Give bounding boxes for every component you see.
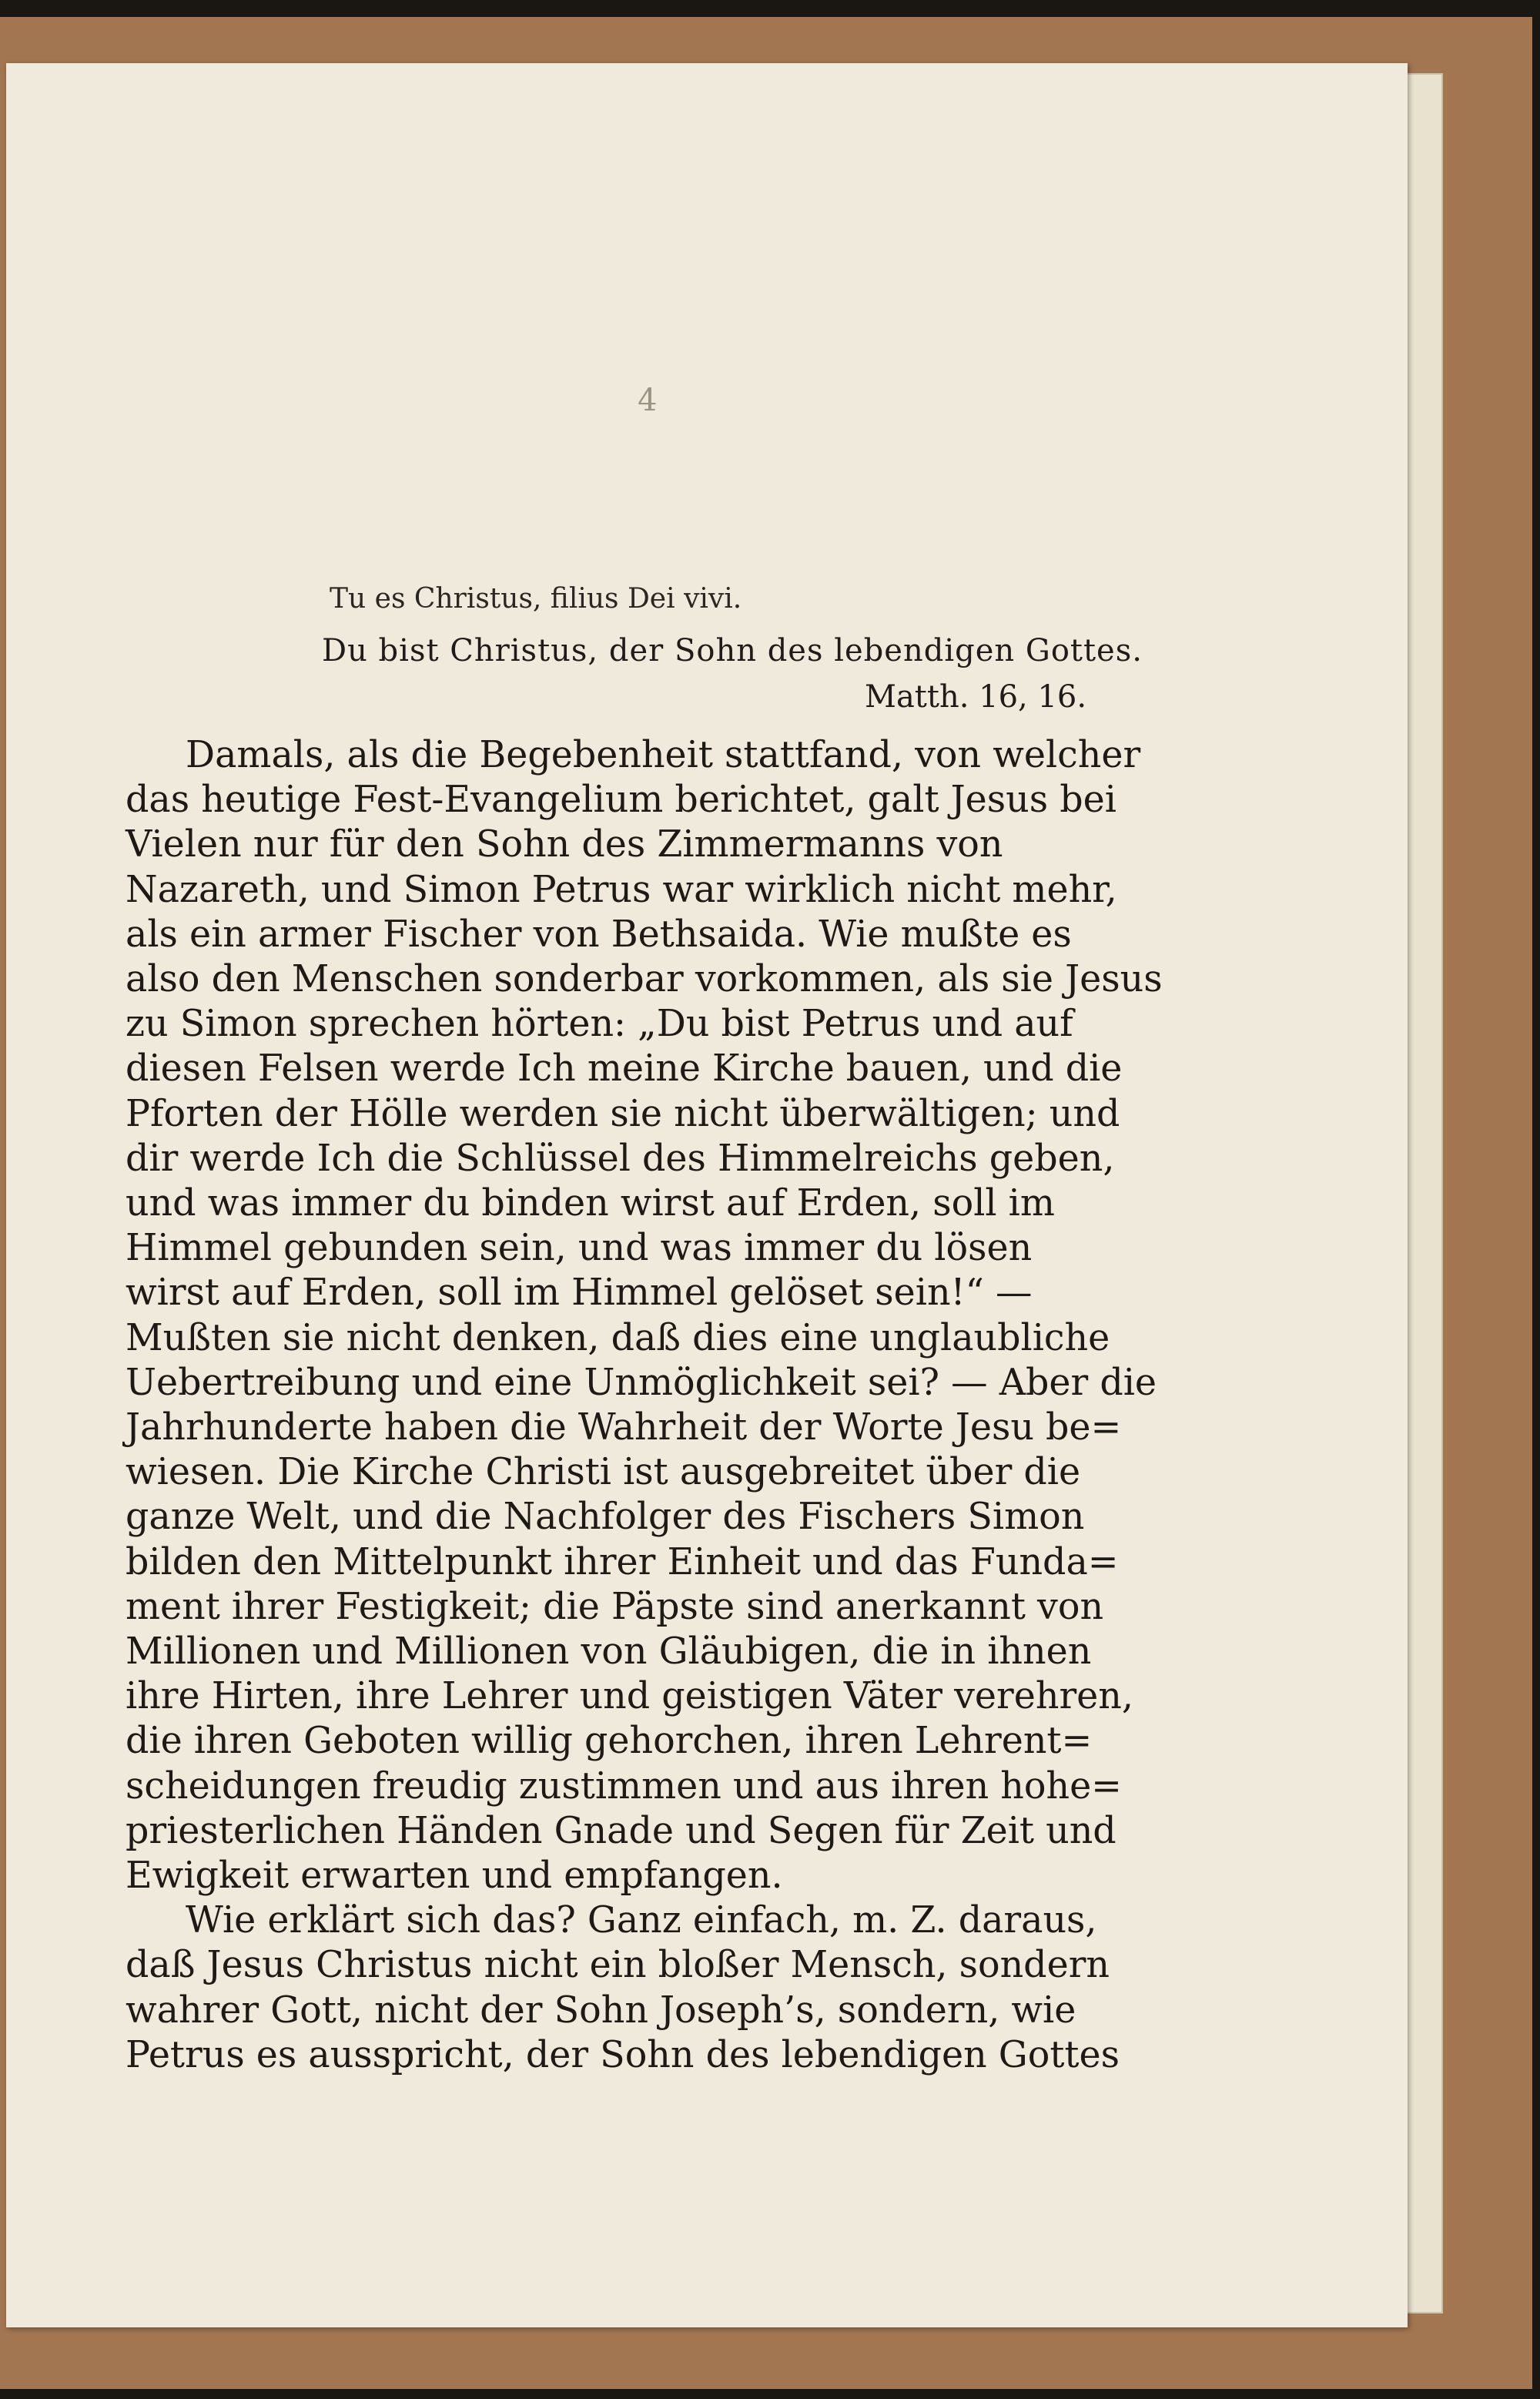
text-line: Jahrhunderte haben die Wahrheit der Worte Jesu be= — [126, 1406, 1122, 1449]
text-line: Wie erklärt sich das? Ganz einfach, m. Z. daraus, — [186, 1899, 1097, 1942]
motto-reference: Matth. 16, 16. — [865, 679, 1087, 715]
text-line: scheidungen freudig zustimmen und aus ihren hohe= — [126, 1764, 1122, 1808]
text-line: Nazareth, und Simon Petrus war wirklich nicht mehr, — [126, 868, 1117, 911]
text-line: dir werde Ich die Schlüssel des Himmelreichs geben, — [126, 1137, 1115, 1180]
page-number: 4 — [638, 383, 658, 418]
text-line: diesen Felsen werde Ich meine Kirche bauen, und die — [126, 1047, 1123, 1091]
text-line: wiesen. Die Kirche Christi ist ausgebreitet über die — [126, 1451, 1081, 1494]
text-line: priesterlichen Händen Gnade und Segen für Zeit und — [126, 1809, 1116, 1852]
text-line: zu Simon sprechen hörten: „Du bist Petrus und auf — [126, 1003, 1073, 1046]
text-line: und was immer du binden wirst auf Erden, soll im — [126, 1182, 1055, 1225]
text-line: wahrer Gott, nicht der Sohn Joseph’s, sondern, wie — [126, 1989, 1076, 2032]
book-page — [6, 63, 1408, 2327]
text-line: wirst auf Erden, soll im Himmel gelöset sein!“ — — [126, 1272, 1033, 1315]
motto-latin: Tu es Christus, filius Dei vivi. — [330, 583, 742, 615]
text-line: das heutige Fest-Evangelium berichtet, galt Jesus bei — [126, 779, 1116, 822]
text-line: Vielen nur für den Sohn des Zimmermanns von — [126, 823, 1003, 866]
text-line: ganze Welt, und die Nachfolger des Fischers Simon — [126, 1496, 1085, 1539]
text-line: Pforten der Hölle werden sie nicht überwältigen; und — [126, 1092, 1120, 1135]
text-line: also den Menschen sonderbar vorkommen, als sie Jesus — [126, 958, 1163, 1001]
text-line: Millionen und Millionen von Gläubigen, die in ihnen — [126, 1630, 1092, 1674]
text-line: Mußten sie nicht denken, daß dies eine unglaubliche — [126, 1316, 1110, 1359]
text-line: als ein armer Fischer von Bethsaida. Wie mußte es — [126, 913, 1072, 956]
motto-german: Du bist Christus, der Sohn des lebendigen Gottes. — [322, 633, 1143, 668]
text-line: daß Jesus Christus nicht ein bloßer Mensch, sondern — [126, 1944, 1110, 1987]
text-line: Damals, als die Begebenheit stattfand, von welcher — [186, 734, 1141, 776]
text-line: Himmel gebunden sein, und was immer du lösen — [126, 1227, 1033, 1270]
body-text — [126, 733, 1163, 2078]
text-line: die ihren Geboten willig gehorchen, ihren Lehrent= — [126, 1720, 1093, 1763]
text-line: ihre Hirten, ihre Lehrer und geistigen Väter verehren, — [126, 1675, 1133, 1718]
text-line: Petrus es ausspricht, der Sohn des lebendigen Gottes — [126, 2033, 1120, 2076]
text-line: Ewigkeit erwarten und empfangen. — [126, 1855, 783, 1898]
text-line: bilden den Mittelpunkt ihrer Einheit und das Funda= — [126, 1540, 1119, 1583]
text-line: Uebertreibung und eine Unmöglichkeit sei? — Aber die — [126, 1361, 1157, 1404]
text-line: ment ihrer Festigkeit; die Päpste sind anerkannt von — [126, 1585, 1104, 1628]
